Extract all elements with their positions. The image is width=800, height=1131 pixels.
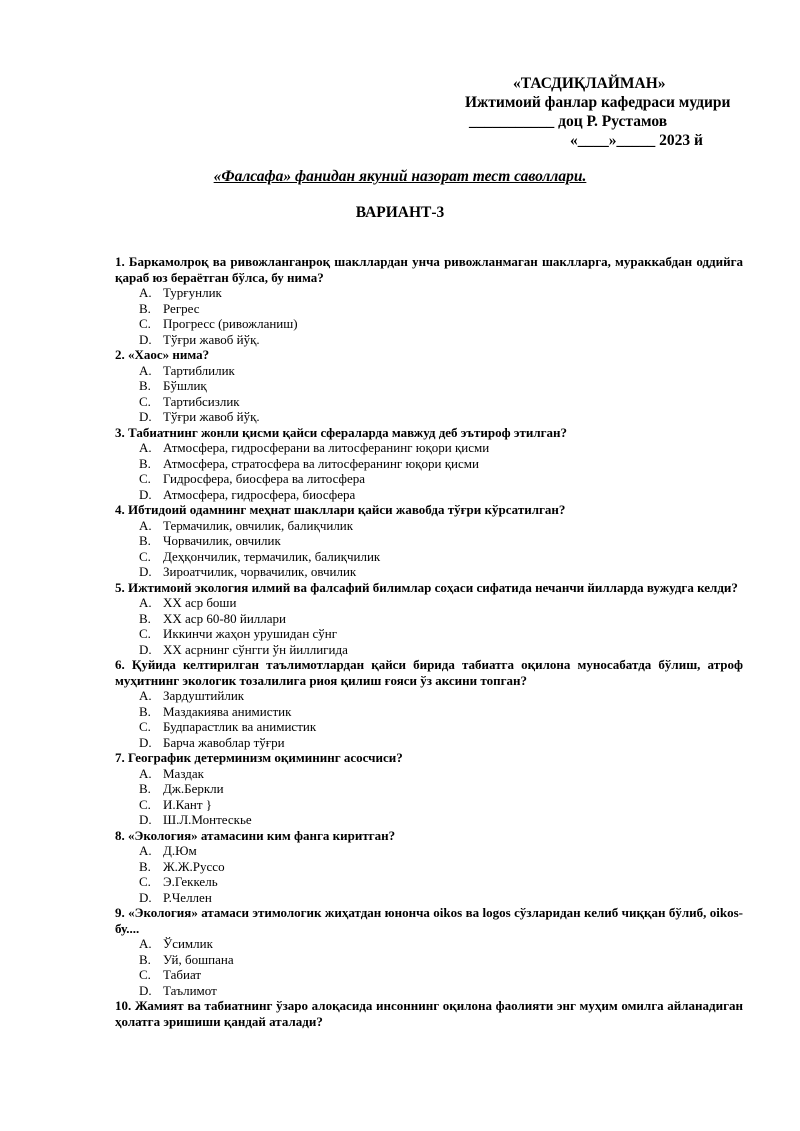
question-block bbox=[115, 502, 743, 580]
answer-option bbox=[115, 456, 743, 472]
answer-option bbox=[115, 332, 743, 348]
question-block bbox=[115, 905, 743, 998]
question-block bbox=[115, 425, 743, 503]
question-text: 10. Жамият ва табиатнинг ўзаро алоқасида инсоннинг оқилона фаолияти энг муҳим омилга айланадиган ҳолатга эришиши қандай аталади? bbox=[115, 998, 743, 1029]
option-letter: A. bbox=[139, 595, 152, 610]
question-text: 6. Қуйида келтирилган таълимотлардан қайси бирида табиатга оқилона муносабатда бўлиш, атроф муҳитнинг экологик тозалилига риоя қилиш ғояси ўз аксини топган? bbox=[115, 657, 743, 688]
answer-option bbox=[115, 394, 743, 410]
option-letter: C. bbox=[139, 796, 151, 812]
option-text: Тартибсизлик bbox=[163, 393, 240, 409]
question-block bbox=[115, 750, 743, 828]
question-text: 5. Ижтимоий экология илмий ва фалсафий билимлар соҳаси сифатида нечанчи йилларда вужудга келди? bbox=[115, 579, 738, 595]
approval-signature: ___________ доц Р. Рустамов bbox=[469, 113, 668, 130]
answer-option bbox=[115, 812, 743, 828]
option-text: Тўғри жавоб йўқ. bbox=[163, 331, 260, 347]
option-text: Дж.Беркли bbox=[163, 781, 224, 796]
option-letter: C. bbox=[139, 719, 151, 734]
option-text: Таълимот bbox=[163, 982, 217, 998]
option-letter: D. bbox=[139, 486, 152, 502]
option-text: Уй, бошпана bbox=[163, 951, 234, 967]
option-text: Э.Геккель bbox=[163, 874, 218, 889]
option-text: Зироатчилик, чорвачилик, овчилик bbox=[163, 564, 357, 579]
question-block bbox=[115, 657, 743, 750]
answer-option bbox=[115, 688, 743, 704]
option-text: Тартиблилик bbox=[163, 362, 235, 378]
option-letter: D. bbox=[139, 889, 152, 905]
answer-option bbox=[115, 378, 743, 394]
question-text: 3. Табиатнинг жонли қисми қайси сфераларда мавжуд деб эътироф этилган? bbox=[115, 424, 568, 440]
option-text: Атмосфера, стратосфера ва литосферанинг юқори қисми bbox=[163, 455, 479, 471]
option-letter: D. bbox=[139, 734, 152, 750]
option-letter: A. bbox=[139, 285, 152, 300]
question-text: 7. Географик детерминизм оқимининг асосчиси? bbox=[115, 750, 403, 765]
option-letter: C. bbox=[139, 393, 151, 409]
answer-option bbox=[115, 704, 743, 720]
variant-heading: ВАРИАНТ-3 bbox=[355, 204, 445, 221]
option-letter: D. bbox=[139, 331, 152, 347]
answer-option bbox=[115, 487, 743, 503]
question-text: 8. «Экология» атамасини ким фанга киритган? bbox=[115, 827, 396, 843]
option-text: Регрес bbox=[163, 300, 200, 316]
option-letter: C. bbox=[139, 626, 151, 641]
option-text: Гидросфера, биосфера ва литосфера bbox=[163, 471, 366, 486]
option-letter: A. bbox=[139, 688, 152, 703]
option-letter: D. bbox=[139, 564, 152, 579]
answer-option bbox=[115, 440, 743, 456]
answer-option bbox=[115, 595, 743, 611]
answer-option bbox=[115, 967, 743, 983]
question-text: 2. «Хаос» нима? bbox=[115, 347, 210, 362]
answer-option bbox=[115, 843, 743, 859]
option-letter: C. bbox=[139, 967, 151, 982]
option-text: Табиат bbox=[163, 967, 202, 982]
answer-option bbox=[115, 471, 743, 487]
question-block bbox=[115, 347, 743, 425]
option-letter: A. bbox=[139, 765, 152, 781]
option-text: Зардуштийлик bbox=[163, 688, 245, 703]
question-block bbox=[115, 998, 743, 1029]
option-letter: D. bbox=[139, 409, 152, 424]
option-text: Р.Челлен bbox=[163, 889, 212, 905]
answer-option bbox=[115, 952, 743, 968]
option-letter: B. bbox=[139, 610, 151, 626]
option-letter: D. bbox=[139, 812, 152, 827]
option-letter: C. bbox=[139, 316, 151, 331]
option-letter: D. bbox=[139, 641, 152, 657]
answer-option bbox=[115, 301, 743, 317]
option-letter: B. bbox=[139, 455, 151, 471]
approval-department: Ижтимоий фанлар кафедраси мудири bbox=[465, 94, 731, 111]
answer-option bbox=[115, 936, 743, 952]
option-letter: B. bbox=[139, 533, 151, 548]
question-block bbox=[115, 828, 743, 906]
option-text: Атмосфера, гидросферани ва литосферанинг юқори қисми bbox=[163, 440, 490, 455]
question-block bbox=[115, 580, 743, 658]
option-letter: A. bbox=[139, 440, 152, 455]
answer-option bbox=[115, 859, 743, 875]
option-text: Деҳқончилик, термачилик, балиқчилик bbox=[163, 548, 381, 564]
option-text: Чорвачилик, овчилик bbox=[163, 533, 281, 548]
answer-option bbox=[115, 285, 743, 301]
answer-option bbox=[115, 549, 743, 565]
option-text: XX аср боши bbox=[163, 595, 237, 610]
answer-option bbox=[115, 874, 743, 890]
option-text: Бўшлиқ bbox=[163, 378, 207, 393]
option-letter: B. bbox=[139, 781, 151, 796]
question-text: 4. Ибтидоий одамнинг меҳнат шакллари қайси жавобда тўғри кўрсатилган? bbox=[115, 502, 566, 517]
answer-option bbox=[115, 735, 743, 751]
option-letter: C. bbox=[139, 548, 151, 564]
option-letter: B. bbox=[139, 858, 151, 874]
answer-option bbox=[115, 642, 743, 658]
question-text: 1. Баркамолроқ ва ривожланганроқ шакллардан унча ривожланмаган шаклларга, мураккабдан оддийга қараб юз бераётган бўлса, бу нима? bbox=[115, 254, 743, 285]
option-text: Барча жавоблар тўғри bbox=[163, 734, 285, 750]
option-text: Турғунлик bbox=[163, 285, 222, 300]
option-text: Д.Юм bbox=[163, 843, 197, 858]
answer-option bbox=[115, 518, 743, 534]
answer-option bbox=[115, 781, 743, 797]
option-letter: D. bbox=[139, 982, 152, 998]
option-text: Атмосфера, гидросфера, биосфера bbox=[163, 486, 356, 502]
question-text: 9. «Экология» атамаси этимологик жиҳатдан юнонча oikos ва logos сўзларидан келиб чиққан бўлиб, oikos-бу.... bbox=[115, 905, 743, 936]
option-letter: B. bbox=[139, 378, 151, 393]
option-letter: B. bbox=[139, 703, 151, 719]
answer-option bbox=[115, 363, 743, 379]
option-letter: A. bbox=[139, 843, 152, 858]
answer-option bbox=[115, 316, 743, 332]
option-letter: A. bbox=[139, 936, 152, 951]
answer-option bbox=[115, 533, 743, 549]
option-text: Прогресс (ривожланиш) bbox=[163, 316, 298, 331]
option-text: Ш.Л.Монтескье bbox=[163, 812, 252, 827]
option-text: Иккинчи жаҳон урушидан сўнг bbox=[163, 626, 338, 641]
approval-title: «ТАСДИҚЛАЙМАН» bbox=[513, 75, 666, 92]
answer-option bbox=[115, 564, 743, 580]
option-text: Ўсимлик bbox=[163, 936, 213, 951]
option-text: И.Кант } bbox=[163, 796, 213, 812]
option-letter: A. bbox=[139, 362, 152, 378]
option-text: Тўғри жавоб йўқ. bbox=[163, 409, 260, 424]
answer-option bbox=[115, 719, 743, 735]
option-text: XX аср 60-80 йиллари bbox=[163, 610, 287, 626]
option-text: XX асрнинг сўнгги ўн йиллигида bbox=[163, 641, 348, 657]
document-title: «Фалсафа» фанидан якуний назорат тест саволлари. bbox=[213, 168, 587, 185]
option-letter: C. bbox=[139, 471, 151, 486]
option-letter: A. bbox=[139, 517, 152, 533]
option-letter: B. bbox=[139, 951, 151, 967]
approval-date: «____»_____ 2023 й bbox=[570, 132, 703, 149]
option-letter: B. bbox=[139, 300, 151, 316]
option-text: Ж.Ж.Руссо bbox=[163, 858, 225, 874]
option-letter: C. bbox=[139, 874, 151, 889]
option-text: Термачилик, овчилик, балиқчилик bbox=[163, 517, 354, 533]
answer-option bbox=[115, 626, 743, 642]
question-list bbox=[115, 254, 743, 1029]
answer-option bbox=[115, 983, 743, 999]
question-block bbox=[115, 254, 743, 347]
option-text: Будпарастлик ва анимистик bbox=[163, 719, 317, 734]
answer-option bbox=[115, 611, 743, 627]
option-text: Маздакиява анимистик bbox=[163, 703, 292, 719]
approval-block bbox=[455, 74, 755, 150]
option-text: Маздак bbox=[163, 765, 204, 781]
answer-option bbox=[115, 409, 743, 425]
answer-option bbox=[115, 766, 743, 782]
answer-option bbox=[115, 797, 743, 813]
answer-option bbox=[115, 890, 743, 906]
